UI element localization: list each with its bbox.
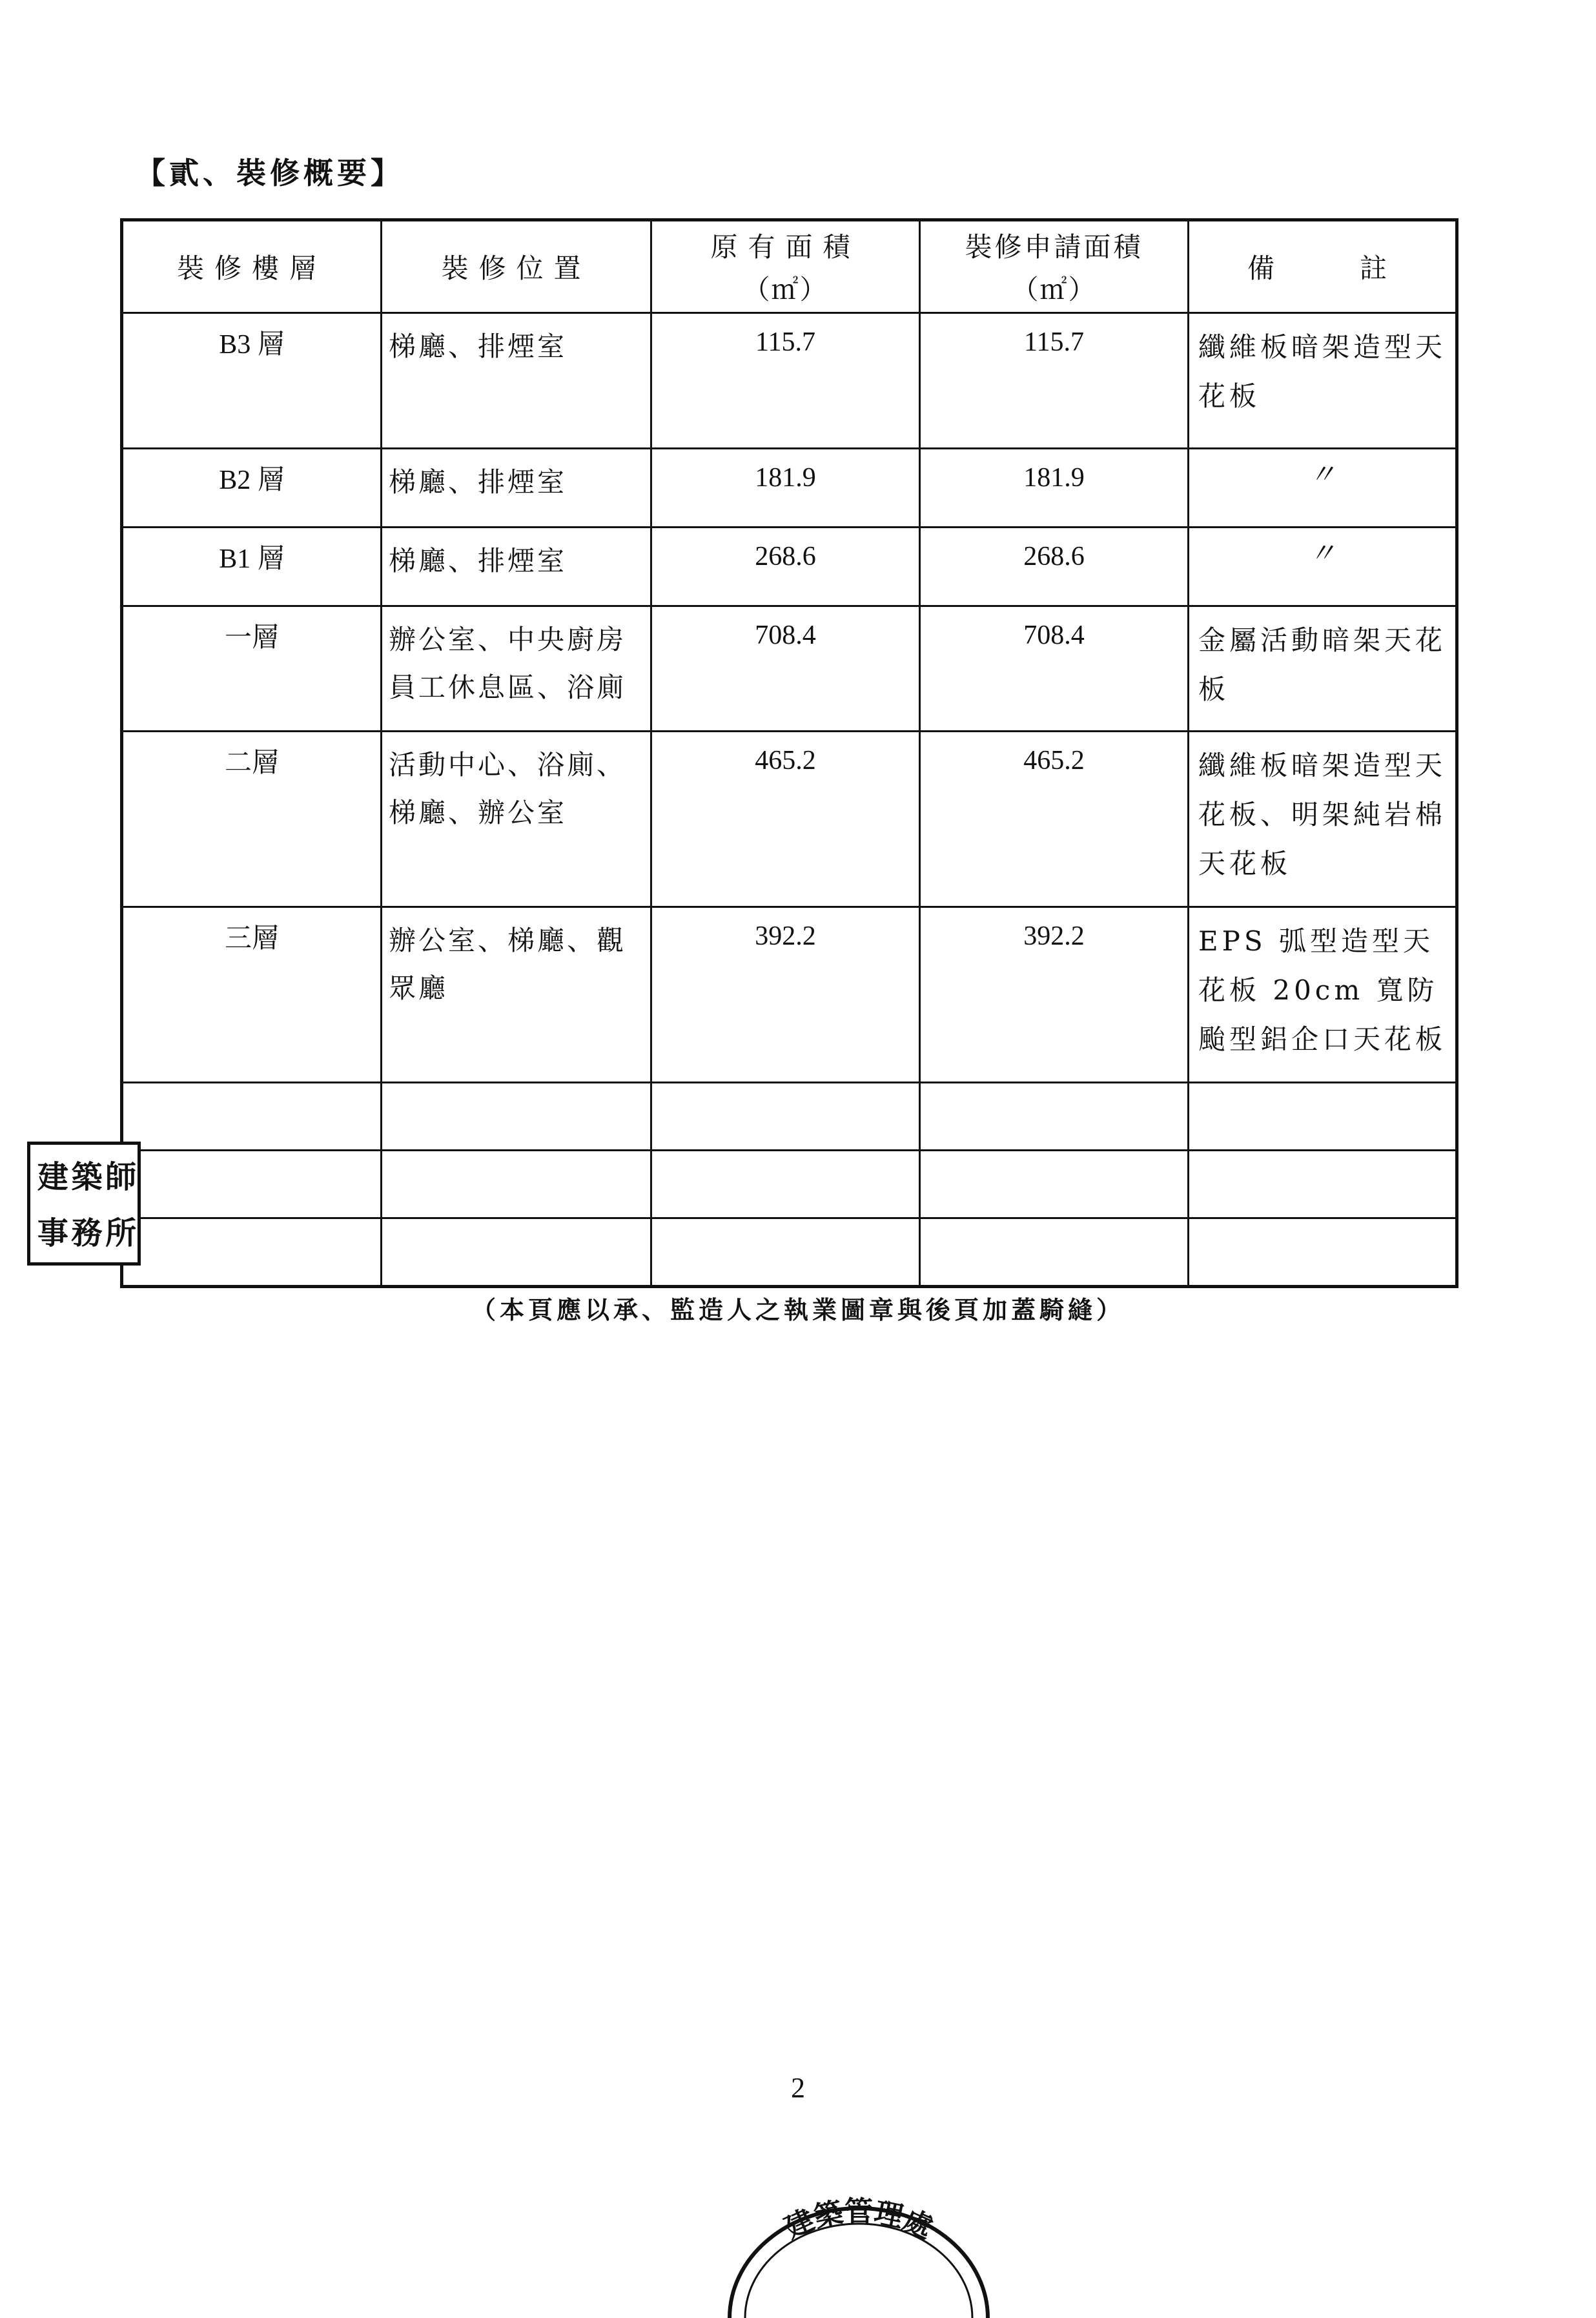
cell-remarks: 金屬活動暗架天花板 [1189,606,1457,732]
cell-floor: B2 層 [122,449,382,528]
empty-cell [920,1151,1189,1218]
stamp-char: 事 [32,1216,68,1247]
cell-floor: 三層 [122,907,382,1083]
header-floor: 裝修樓層 [122,220,382,313]
header-original-area-unit: （㎡） [742,274,828,305]
cell-applied-area: 268.6 [920,528,1189,606]
empty-cell [122,1151,382,1218]
table-header-row [122,220,1457,313]
empty-cell [382,1218,651,1287]
cell-location: 梯廳、排煙室 [382,449,651,528]
empty-cell [1189,1218,1457,1287]
empty-cell [122,1218,382,1287]
empty-cell [651,1083,920,1151]
empty-cell [651,1218,920,1287]
cell-floor: 一層 [122,606,382,732]
header-location: 裝修位置 [382,220,651,313]
header-applied-area [920,220,1189,313]
cell-applied-area: 392.2 [920,907,1189,1083]
cell-location: 辦公室、中央廚房員工休息區、浴廁 [382,606,651,732]
empty-table-row [122,1083,1457,1151]
empty-cell [1189,1151,1457,1218]
cell-floor: B1 層 [122,528,382,606]
stamp-char: 所 [99,1216,136,1247]
table-row [122,732,1457,907]
header-applied-area-label: 裝修申請面積 [965,231,1143,263]
table-row [122,313,1457,449]
seal-text: 建築管理處 [780,2195,937,2246]
header-original-area [651,220,920,313]
empty-cell [651,1151,920,1218]
cell-location: 辦公室、梯廳、觀眾廳 [382,907,651,1083]
cell-remarks: 纖維板暗架造型天花板 [1189,313,1457,449]
empty-cell [920,1083,1189,1151]
table-row [122,449,1457,528]
empty-table-row [122,1218,1457,1287]
cell-location: 梯廳、排煙室 [382,313,651,449]
stamp-char: 師 [99,1160,136,1191]
empty-cell [382,1151,651,1218]
cell-original-area: 181.9 [651,449,920,528]
cell-floor: B3 層 [122,313,382,449]
cell-original-area: 392.2 [651,907,920,1083]
cell-original-area: 115.7 [651,313,920,449]
empty-cell [920,1218,1189,1287]
header-remarks: 備 註 [1189,220,1457,313]
header-original-area-label: 原有面積 [710,231,861,263]
empty-cell [382,1083,651,1151]
page-number: 2 [791,2072,805,2104]
cell-location: 梯廳、排煙室 [382,528,651,606]
cell-location: 活動中心、浴廁、梯廳、辦公室 [382,732,651,907]
table-row [122,606,1457,732]
section-title: 【貳、裝修概要】 [136,156,404,190]
header-applied-area-unit: （㎡） [1011,274,1097,305]
cell-applied-area: 708.4 [920,606,1189,732]
cell-floor: 二層 [122,732,382,907]
empty-cell [122,1083,382,1151]
svg-text:建築管理處 [780,2195,937,2245]
architect-stamp [27,1142,141,1266]
stamp-char: 務 [65,1216,102,1247]
cell-applied-area: 465.2 [920,732,1189,907]
cell-remarks: 〃 [1189,449,1457,528]
cell-remarks: 〃 [1189,528,1457,606]
stamp-char: 築 [65,1160,102,1191]
building-management-seal [717,2189,1001,2318]
cell-original-area: 708.4 [651,606,920,732]
empty-table-row [122,1151,1457,1218]
table-row [122,907,1457,1083]
cell-remarks: 纖維板暗架造型天花板、明架純岩棉天花板 [1189,732,1457,907]
table-row [122,528,1457,606]
stamp-char: 建 [32,1160,68,1191]
cell-original-area: 465.2 [651,732,920,907]
cell-applied-area: 181.9 [920,449,1189,528]
cell-original-area: 268.6 [651,528,920,606]
cell-remarks: EPS 弧型造型天花板 20cm 寬防颱型鋁企口天花板 [1189,907,1457,1083]
cell-applied-area: 115.7 [920,313,1189,449]
renovation-overview-table [120,218,1458,1288]
empty-cell [1189,1083,1457,1151]
seal-footnote: （本頁應以承、監造人之執業圖章與後頁加蓋騎縫） [471,1295,1125,1324]
